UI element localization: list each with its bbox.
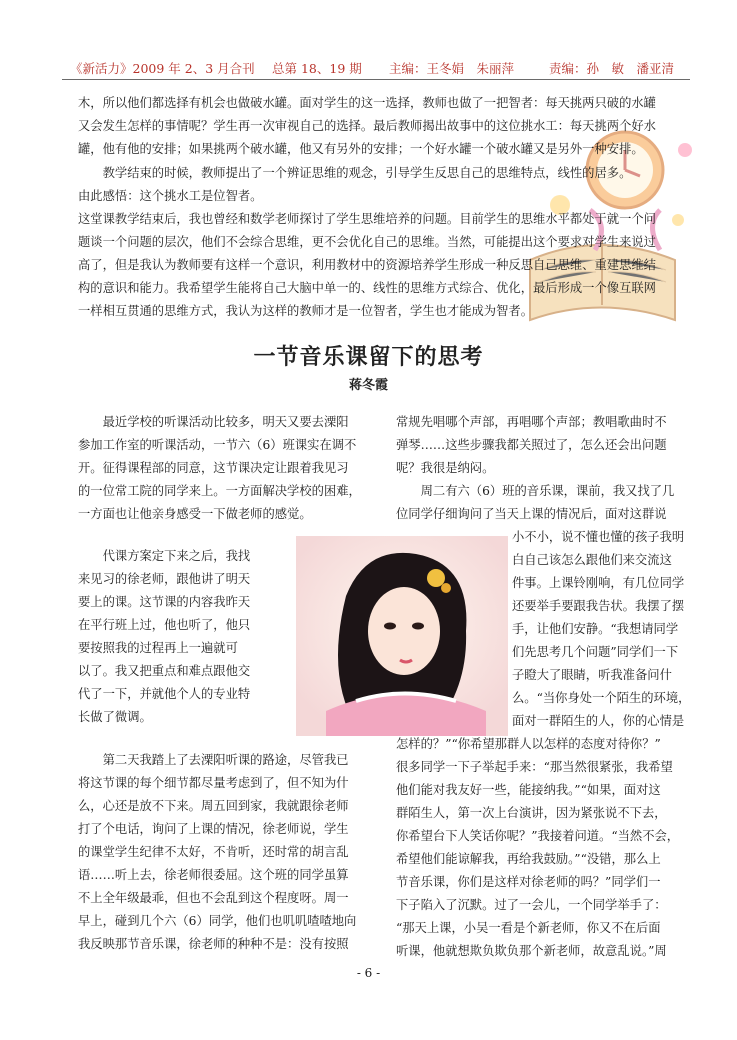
- header-rule: [62, 79, 690, 80]
- text-line: 常规先唱哪个声部，再唱哪个声部；教唱歌曲时不: [396, 415, 667, 429]
- text-line: 木，所以他们都选择有机会也做破水罐。面对学生的这一选择，教师也做了一把智者：每天挑两只破的水罐: [78, 96, 656, 110]
- text-line: 件事。上课铃刚响，有几位同学: [512, 576, 685, 590]
- text-line: 罐，他有他的安排；如果挑两个破水罐，他又有另外的安排；一个好水罐一个破水罐又是另外一种安排。: [78, 142, 644, 156]
- text-line: 在平行班上过，他也听了，他只: [78, 618, 251, 632]
- text-line: 代课方案定下来之后，我找: [78, 549, 251, 563]
- text-line: 下子陷入了沉默。过了一会儿，一个同学举手了：: [396, 898, 667, 912]
- text-line: “那天上课，小吴一看是个新老师，你又不在后面: [396, 921, 661, 935]
- text-line: 还要举手要跟我告状。我摆了摆: [512, 599, 685, 613]
- text-line: 面对一群陌生的人，你的心情是: [512, 714, 685, 728]
- article-author: 蒋冬霞: [348, 378, 388, 393]
- text-line: 我反映那节音乐课，徐老师的种种不是：没有按照: [78, 937, 349, 951]
- issue-number: 总第 18、19 期: [272, 61, 362, 76]
- text-line: 将这节课的每个细节都尽量考虑到了，但不知为什: [78, 776, 349, 790]
- text-line: 么，心还是放不下来。周五回到家，我就跟徐老师: [78, 799, 349, 813]
- text-line: 开。征得课程部的同意，这节课决定让跟着我见习: [78, 461, 349, 475]
- text-line: 来见习的徐老师，跟他讲了明天: [78, 572, 251, 586]
- text-line: 希望他们能谅解我，再给我鼓励。”“没错，那么上: [396, 852, 661, 866]
- text-line: 这堂课教学结束后，我也曾经和数学老师探讨了学生思维培养的问题。目前学生的思维水平都处于就一个问: [78, 212, 656, 226]
- text-line: 呢？我很是纳闷。: [396, 461, 495, 475]
- text-line: 由此感悟：这个挑水工是位智者。: [78, 189, 263, 203]
- text-line: 构的意识和能力。我希望学生能将自己大脑中单一的、线性的思维方式综合、优化，最后形成一个像互联网: [78, 281, 656, 295]
- text-line: 小不小，说不懂也懂的孩子我明: [512, 530, 685, 544]
- text-line: 长做了微调。: [78, 710, 152, 724]
- text-line: 第二天我踏上了去溧阳听课的路途，尽管我已: [78, 753, 349, 767]
- responsible-editor: 责编：孙 敏 潘亚清: [549, 61, 675, 76]
- text-line: 群陌生人，第一次上台演讲，因为紧张说不下去，: [396, 806, 667, 820]
- text-line: 语……听上去，徐老师很委屈。这个班的同学虽算: [78, 868, 349, 882]
- text-line: 以了。我又把重点和难点跟他交: [78, 664, 251, 678]
- text-line: 代了一下，并就他个人的专业特: [78, 687, 251, 701]
- article-title: 一节音乐课留下的思考: [253, 344, 484, 370]
- page-number: - 6 -: [356, 966, 381, 980]
- text-line: 周二有六（6）班的音乐课，课前，我又找了几: [396, 484, 675, 498]
- text-line: 位同学仔细询问了当天上课的情况后，面对这群说: [396, 507, 667, 521]
- text-line: 最近学校的听课活动比较多，明天又要去溧阳: [78, 415, 349, 429]
- text-line: 白自己该怎么跟他们来交流这: [512, 553, 672, 567]
- text-line: 又会发生怎样的事情呢？学生再一次审视自己的选择。最后教师揭出故事中的这位挑水工：每天挑两个好水: [78, 119, 656, 133]
- text-line: 的课堂学生纪律不太好，不肯听，还时常的胡言乱: [78, 845, 349, 859]
- text-line: 的一位常工院的同学来上。一方面解决学校的困难，: [78, 484, 361, 498]
- journal-name: 《新活力》2009 年 2、3 月合刊: [70, 61, 255, 76]
- text-line: 要按照我的过程再上一遍就可: [78, 641, 238, 655]
- text-line: 手，让他们安静。“我想请同学: [512, 622, 679, 636]
- running-header: [62, 55, 690, 77]
- text-line: 节音乐课，你们是这样对徐老师的吗？”同学们一: [396, 875, 661, 889]
- text-line: 听课，他就想欺负欺负那个新老师，故意乱说。”周: [396, 944, 667, 958]
- text-line: 们先思考几个问题”同学们一下: [512, 645, 679, 659]
- text-line: 很多同学一下子举起手来：“那当然很紧张，我希望: [396, 760, 673, 774]
- text-line: 他们能对我友好一些，能接纳我。”“如果，面对这: [396, 783, 661, 797]
- text-line: 弹琴……这些步骤我都关照过了，怎么还会出问题: [396, 438, 667, 452]
- text-line: 高了，但是我认为教师要有这样一个意识，利用教材中的资源培养学生形成一种反思自己思维、重建思维结: [78, 258, 656, 272]
- text-line: 早上，碰到几个六（6）同学，他们也叽叽喳喳地向: [78, 914, 357, 928]
- text-line: 一样相互贯通的思维方式，我认为这样的教师才是一位智者，学生也才能成为智者。: [78, 304, 533, 318]
- text-line: 不上全年级最乖，但也不会乱到这个程度呀。周一: [78, 891, 349, 905]
- text-line: 么。“当你身处一个陌生的环境，: [512, 691, 691, 705]
- text-line: 一方面也让他亲身感受一下做老师的感觉。: [78, 507, 312, 521]
- text-line: 你希望台下人笑话你呢？”我接着问道。“当然不会，: [396, 829, 680, 843]
- text-line: 要上的课。这节课的内容我昨天: [78, 595, 251, 609]
- text-line: 参加工作室的听课活动，一节六（6）班课实在调不: [78, 438, 357, 452]
- text-line: 教学结束的时候，教师提出了一个辨证思维的观念，引导学生反思自己的思维特点，线性的居多。: [78, 166, 632, 180]
- portrait-illustration-icon: [296, 536, 508, 736]
- chief-editor: 主编：王冬娟 朱丽萍: [389, 61, 515, 76]
- text-line: 怎样的？”“你希望那群人以怎样的态度对待你？”: [396, 737, 661, 751]
- text-line: 子瞪大了眼睛，听我准备问什: [512, 668, 672, 682]
- text-line: 打了个电话，询问了上课的情况，徐老师说，学生: [78, 822, 349, 836]
- text-line: 题谈一个问题的层次，他们不会综合思维，更不会优化自己的思维。当然，可能提出这个要求对学生来说过: [78, 235, 656, 249]
